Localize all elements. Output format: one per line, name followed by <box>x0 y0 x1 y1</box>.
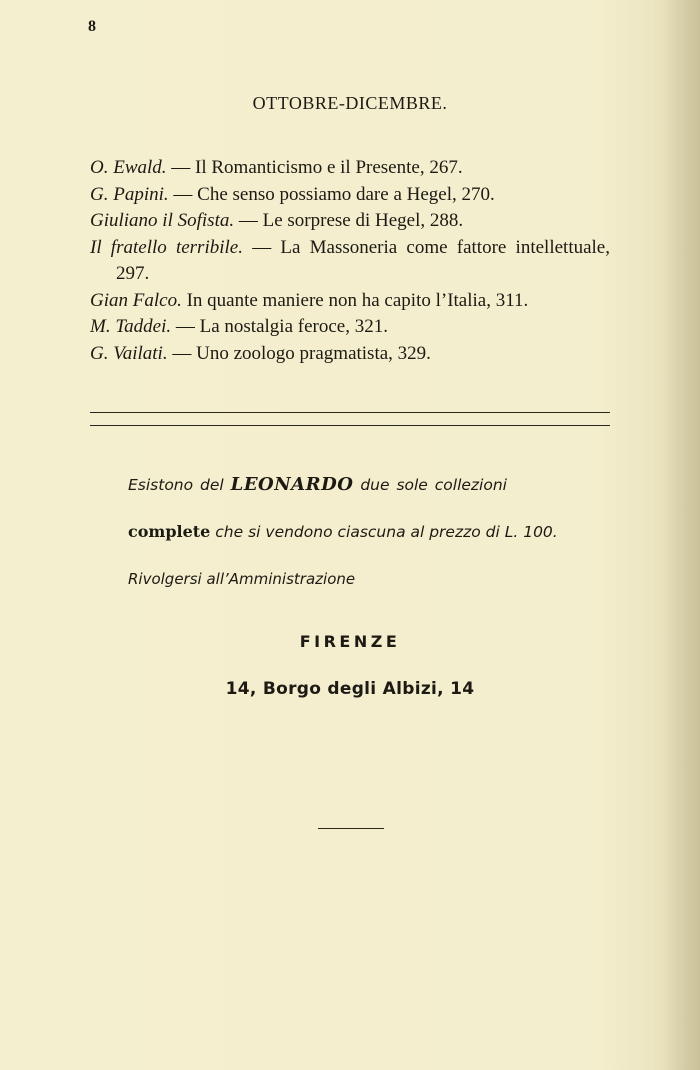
entry-title: — La nostalgia feroce, 321. <box>171 316 388 337</box>
entry-author: G. Vailati. <box>90 342 168 364</box>
collection-notice-line <box>128 522 608 541</box>
entry-author: G. Papini. <box>90 183 169 205</box>
contents-entry <box>90 208 610 235</box>
section-title: OTTOBRE-DICEMBRE. <box>252 93 448 113</box>
contents-entry <box>90 288 610 315</box>
entry-author: O. Ewald. <box>90 157 167 178</box>
entry-author: Giuliano il Sofista. <box>90 210 235 231</box>
contents-entry <box>90 235 610 288</box>
page-edge-shadow <box>664 0 700 1070</box>
notice-emphasis: complete <box>128 522 211 541</box>
page-number: 8 <box>88 18 96 35</box>
entry-title: In quante maniere non ha capito l’Italia, 311. <box>181 289 529 311</box>
administration-notice: Rivolgersi all’Amministrazione <box>128 570 356 588</box>
collection-notice-line <box>128 474 608 495</box>
contents-entry <box>90 155 610 182</box>
divider-rule <box>90 425 610 426</box>
publisher-address: 14, Borgo degli Albizi, 14 <box>225 679 475 699</box>
entry-title: — Uno zoologo pragmatista, 329. <box>167 342 431 364</box>
journal-title: LEONARDO <box>230 474 354 495</box>
contents-entry <box>90 341 610 368</box>
city-heading: FIRENZE <box>299 632 401 651</box>
contents-entry <box>90 314 610 341</box>
entry-title: — Il Romanticismo e il Presente, 267. <box>166 157 463 178</box>
entry-title: — La Massoneria come fattore intellettuale, 297. <box>116 236 610 284</box>
entry-title: — Le sorprese di Hegel, 288. <box>234 210 464 231</box>
entry-author: Gian Falco. <box>90 289 182 311</box>
notice-text: Esistono del <box>128 476 231 494</box>
notice-text: che si vendono ciascuna al prezzo di L. 100. <box>210 523 558 541</box>
divider-rule <box>90 412 610 413</box>
entry-author: Il fratello terribile. <box>90 236 243 258</box>
notice-text: due sole collezioni <box>353 476 507 494</box>
contents-entry <box>90 182 610 209</box>
table-of-contents <box>90 155 610 367</box>
entry-author: M. Taddei. <box>90 316 172 337</box>
end-rule <box>318 828 384 829</box>
entry-title: — Che senso possiamo dare a Hegel, 270. <box>168 183 495 205</box>
